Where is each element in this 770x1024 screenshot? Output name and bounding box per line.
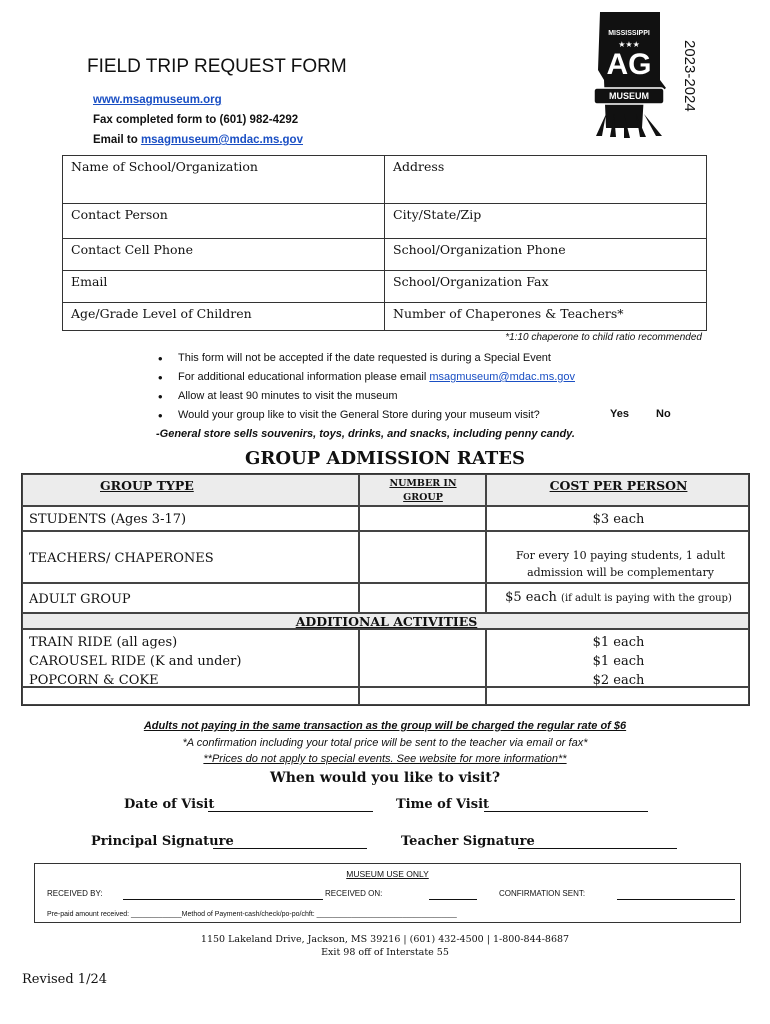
activity-train-ride: TRAIN RIDE (all ages): [29, 635, 178, 650]
teacher-signature-field[interactable]: [518, 848, 677, 849]
field-age-grade[interactable]: Age/Grade Level of Children: [63, 303, 385, 331]
confirmation-sent-label: CONFIRMATION SENT:: [499, 889, 586, 898]
date-of-visit-label: Date of Visit: [124, 797, 215, 812]
cost-header: [486, 474, 749, 506]
date-of-visit-field[interactable]: [208, 811, 373, 812]
activity-cost-carousel: $1 each: [592, 654, 645, 669]
bullet-special-event: • This form will not be accepted if the date requested is during a Special Event: [158, 349, 575, 368]
field-contact-person[interactable]: Contact Person: [63, 204, 385, 239]
adult-number-field[interactable]: [359, 583, 486, 613]
adult-label: ADULT GROUP: [29, 592, 131, 607]
revised-date: Revised 1/24: [22, 972, 107, 987]
email-link[interactable]: msagmuseum@mdac.ms.gov: [140, 134, 303, 146]
field-contact-cell[interactable]: Contact Cell Phone: [63, 239, 385, 271]
bullet-email-link[interactable]: msagmuseum@mdac.ms.gov: [429, 371, 575, 383]
adult-row-label-cell: [22, 583, 359, 613]
teachers-number-field[interactable]: [359, 531, 486, 583]
group-type-label: GROUP TYPE: [100, 478, 194, 493]
students-cost: $3 each: [592, 512, 645, 527]
bullet-90-minutes: • Allow at least 90 minutes to visit the museum: [158, 387, 575, 406]
group-type-header: [22, 474, 359, 506]
rates-grid: [21, 473, 750, 706]
activity-carousel-ride: CAROUSEL RIDE (K and under): [29, 654, 242, 669]
visit-question: When would you like to visit?: [269, 770, 501, 786]
adult-rate-note: Adults not paying in the same transaction as the group will be charged the regular rate of $6: [143, 720, 627, 732]
general-store-yes[interactable]: Yes: [610, 408, 629, 420]
museum-use-title: MUSEUM USE ONLY: [346, 869, 429, 879]
year-label: 2023-2024: [681, 40, 698, 112]
students-cost-cell: [486, 506, 749, 531]
prepaid-line: Pre-paid amount received: _____________Method of Payment-cash/check/po-po/chft: ____________________________________: [47, 911, 457, 918]
received-by-field[interactable]: [123, 899, 323, 900]
field-chaperones[interactable]: Number of Chaperones & Teachers*: [385, 303, 707, 331]
number-header: [359, 474, 486, 506]
teachers-label: TEACHERS/ CHAPERONES: [29, 551, 214, 566]
confirmation-sent-field[interactable]: [617, 899, 735, 900]
activities-number-field[interactable]: [359, 629, 486, 687]
museum-use-box: [34, 863, 741, 923]
ag-museum-logo: [586, 10, 672, 138]
empty-row-right: [486, 687, 749, 705]
teachers-cost: For every 10 paying students, 1 adult admission will be complementary: [515, 549, 726, 579]
activity-popcorn-coke: POPCORN & COKE: [29, 673, 159, 688]
form-title: FIELD TRIP REQUEST FORM: [87, 56, 347, 77]
activity-cost-popcorn: $2 each: [592, 673, 645, 688]
empty-row-left: [22, 687, 359, 705]
ratio-note: *1:10 chaperone to child ratio recommended: [505, 332, 702, 343]
activities-list: [29, 633, 241, 690]
teachers-cost-cell: [486, 531, 749, 583]
field-school-fax[interactable]: School/Organization Fax: [385, 271, 707, 303]
logo-mississippi: MISSISSIPPI: [608, 30, 650, 37]
special-events-note: **Prices do not apply to special events. See website for more information**: [203, 753, 567, 765]
received-by-label: RECEIVED BY:: [47, 889, 103, 898]
email-line: Email to msagmuseum@mdac.ms.gov: [93, 134, 303, 146]
bullet-education-email: • For additional educational information please email msagmuseum@mdac.ms.gov: [158, 368, 575, 387]
field-school-phone[interactable]: School/Organization Phone: [385, 239, 707, 271]
logo-stars: ★★★: [618, 40, 640, 49]
teachers-row-label-cell: [22, 531, 359, 583]
additional-activities-header: [22, 613, 749, 629]
activity-cost-train: $1 each: [592, 635, 645, 650]
footer-address: 1150 Lakeland Drive, Jackson, MS 39216 | (601) 432-4500 | 1-800-844-8687: [200, 934, 570, 945]
students-row-label-cell: [22, 506, 359, 531]
general-store-note: -General store sells souvenirs, toys, drinks, and snacks, including penny candy.: [156, 428, 575, 440]
adult-cost: $5 each (if adult is paying with the group): [505, 590, 732, 605]
teacher-signature-label: Teacher Signature: [401, 834, 535, 849]
activities-cost-cell: [486, 629, 749, 687]
info-bullets: [158, 349, 575, 425]
footer-exit: Exit 98 off of Interstate 55: [321, 947, 449, 958]
students-label: STUDENTS (Ages 3-17): [29, 512, 187, 527]
additional-activities-title: ADDITIONAL ACTIVITIES: [295, 614, 478, 629]
fax-line: Fax completed form to (601) 982-4292: [93, 114, 299, 126]
time-of-visit-field[interactable]: [484, 811, 648, 812]
activities-costs: [487, 633, 750, 690]
number-label: NUMBER IN GROUP: [389, 478, 457, 503]
time-of-visit-label: Time of Visit: [396, 797, 490, 812]
adult-cost-cell: [486, 583, 749, 613]
contact-info-table: [62, 155, 707, 331]
empty-row-middle: [359, 687, 486, 705]
field-school-name[interactable]: Name of School/Organization: [63, 156, 385, 204]
principal-signature-label: Principal Signature: [91, 834, 234, 849]
field-address[interactable]: Address: [385, 156, 707, 204]
activities-label-cell: [22, 629, 359, 687]
logo-ag: AG: [606, 48, 652, 81]
general-store-no[interactable]: No: [656, 408, 671, 420]
field-email[interactable]: Email: [63, 271, 385, 303]
bullet-general-store: • Would your group like to visit the General Store during your museum visit?: [158, 406, 575, 425]
confirmation-note: *A confirmation including your total price will be sent to the teacher via email or fax*: [182, 737, 588, 749]
students-number-field[interactable]: [359, 506, 486, 531]
principal-signature-field[interactable]: [213, 848, 367, 849]
rates-title: GROUP ADMISSION RATES: [245, 448, 525, 469]
received-on-field[interactable]: [429, 899, 477, 900]
received-on-label: RECEIVED ON:: [325, 889, 383, 898]
cost-label: COST PER PERSON: [549, 478, 688, 493]
website-link[interactable]: www.msagmuseum.org: [93, 94, 222, 106]
logo-museum: MUSEUM: [609, 91, 649, 101]
field-city-state-zip[interactable]: City/State/Zip: [385, 204, 707, 239]
